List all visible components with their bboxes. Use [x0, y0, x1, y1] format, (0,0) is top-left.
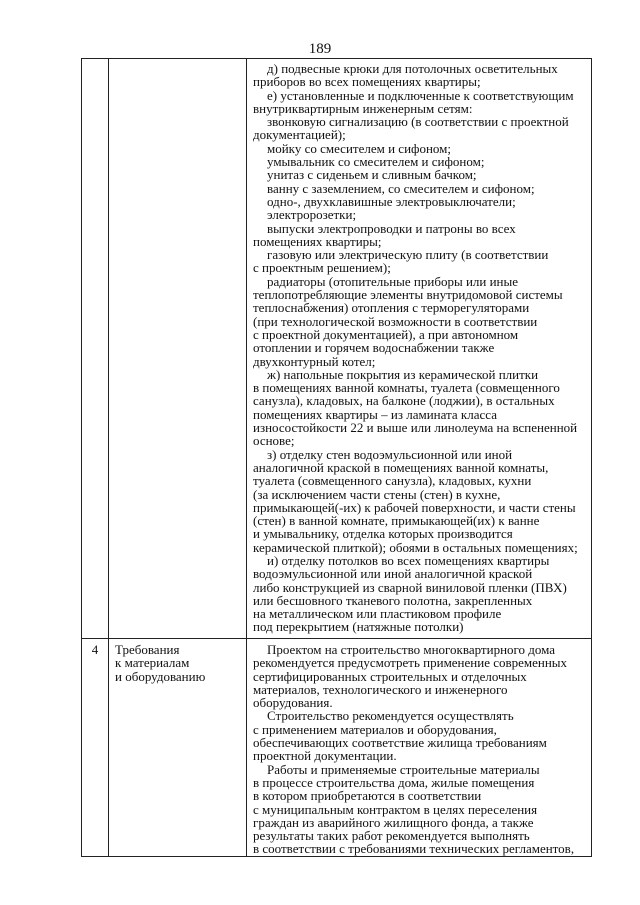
row-text — [247, 59, 591, 634]
text-line: Работы и применяемые строительные материалы — [267, 761, 540, 777]
text-line: керамической плиткой); обоями в остальных помещениях; — [253, 539, 578, 555]
text-line: основе; — [253, 433, 295, 449]
text-line: туалета (совмещенного санузла), кладовых, кухни — [253, 473, 532, 489]
text-line: с проектным решением); — [253, 260, 391, 276]
row-label-line: Требования — [115, 642, 180, 657]
text-line: с применением материалов и оборудования, — [253, 721, 497, 737]
row-label-line: и оборудованию — [115, 668, 206, 684]
text-line: оборудования. — [253, 695, 333, 711]
text-line: звонковую сигнализацию (в соответствии с проектной — [267, 114, 569, 130]
text-line: одно-, двухклавишные электровыключатели; — [267, 193, 516, 209]
text-line: выпуски электропроводки и патроны во всех — [267, 220, 516, 236]
row-text-cell — [247, 639, 592, 857]
text-line: или бесшовного тканевого полотна, закрепленных — [253, 592, 533, 608]
text-line: (при технологической возможности в соответствии — [253, 313, 538, 329]
text-line: с муниципальным контрактом в целях переселения — [253, 801, 538, 817]
text-line: теплоснабжения) отопления с терморегуляторами — [253, 300, 530, 316]
text-line: проектной документации. — [253, 748, 397, 764]
text-line: и) отделку потолков во всех помещениях квартиры — [267, 552, 550, 568]
text-line: либо конструкцией из сварной виниловой пленки (ПВХ) — [253, 579, 567, 595]
text-line: износостойкости 22 и выше или линолеума на вспененной — [253, 420, 578, 436]
text-line: результаты таких работ рекомендуется выполнять — [253, 828, 530, 844]
row-text-cell — [247, 59, 592, 639]
text-line: в котором приобретаются в соответствии — [253, 788, 482, 804]
requirements-table — [81, 58, 592, 857]
row-number-cell: 4 — [82, 639, 109, 857]
text-line: санузла), кладовых, на балконе (лоджии), в остальных — [253, 393, 555, 409]
text-line: (за исключением части стены (стен) в кухне, — [253, 486, 501, 502]
text-line: и умывальнику, отделка которых производится — [253, 526, 513, 542]
text-line: под перекрытием (натяжные потолки) — [253, 619, 464, 635]
text-line: рекомендуется предусмотреть применение современных — [253, 655, 568, 671]
text-line: сертифицированных строительных и отделочных — [253, 668, 527, 684]
text-line: помещениях квартиры – из ламината класса — [253, 406, 497, 422]
text-line: умывальник со смесителем и сифоном; — [267, 154, 485, 170]
text-line: ж) напольные покрытия из керамической плитки — [267, 366, 539, 382]
text-line: приборов во всех помещениях квартиры; — [253, 74, 481, 90]
text-line: аналогичной краской в помещениях ванной комнаты, — [253, 459, 549, 475]
text-line: документацией); — [253, 127, 346, 143]
text-line: примыкающей(-их) к рабочей поверхности, и части стены — [253, 499, 576, 515]
row-number-cell — [82, 59, 109, 639]
row-label-cell — [109, 639, 247, 857]
text-line: радиаторы (отопительные приборы или иные — [267, 273, 519, 289]
text-line: теплопотребляющие элементы внутридомовой системы — [253, 287, 563, 303]
text-line: граждан из аварийного жилищного фонда, а также — [253, 814, 534, 830]
text-line: Проектом на строительство многоквартирного дома — [267, 642, 556, 657]
row-label-cell — [109, 59, 247, 639]
text-line: материалов, технологического и инженерного — [253, 681, 508, 697]
text-line: газовую или электрическую плиту (в соответствии — [267, 247, 549, 263]
text-line: з) отделку стен водоэмульсионной или иной — [267, 446, 513, 462]
text-line: двухконтурный котел; — [253, 353, 376, 369]
text-line: электророзетки; — [267, 207, 357, 223]
text-line: в процессе строительства дома, жилые помещения — [253, 774, 535, 790]
row-label-line: к материалам — [115, 655, 190, 671]
text-line: ванну с заземлением, со смесителем и сифоном; — [267, 180, 535, 196]
table-row — [82, 639, 592, 857]
text-line: (стен) в ванной комнате, примыкающей(их) к ванне — [253, 513, 540, 529]
text-line: обеспечивающих соответствие жилища требованиям — [253, 735, 547, 751]
text-line: с проектной документацией), а при автономном — [253, 326, 519, 342]
page-number: 189 — [308, 41, 332, 57]
text-line: водоэмульсионной или иной аналогичной краской — [253, 566, 533, 582]
text-line: унитаз с сиденьем и сливным бачком; — [267, 167, 477, 183]
text-line: помещениях квартиры; — [253, 233, 382, 249]
table-row — [82, 59, 592, 639]
text-line: в соответствии с требованиями технических регламентов, — [253, 841, 575, 857]
text-line: мойку со смесителем и сифоном; — [267, 140, 451, 156]
text-line: Строительство рекомендуется осуществлять — [267, 708, 514, 724]
text-line: отоплении и горячем водоснабжении также — [253, 340, 495, 356]
row-text — [247, 639, 591, 856]
text-line: в помещениях ванной комнаты, туалета (совмещенного — [253, 380, 560, 396]
text-line: на металлическом или пластиковом профиле — [253, 606, 502, 622]
text-line: внутриквартирным инженерным сетям: — [253, 100, 473, 116]
text-line: д) подвесные крюки для потолочных осветительных — [267, 61, 558, 76]
text-line: е) установленные и подключенные к соответствующим — [267, 87, 574, 103]
